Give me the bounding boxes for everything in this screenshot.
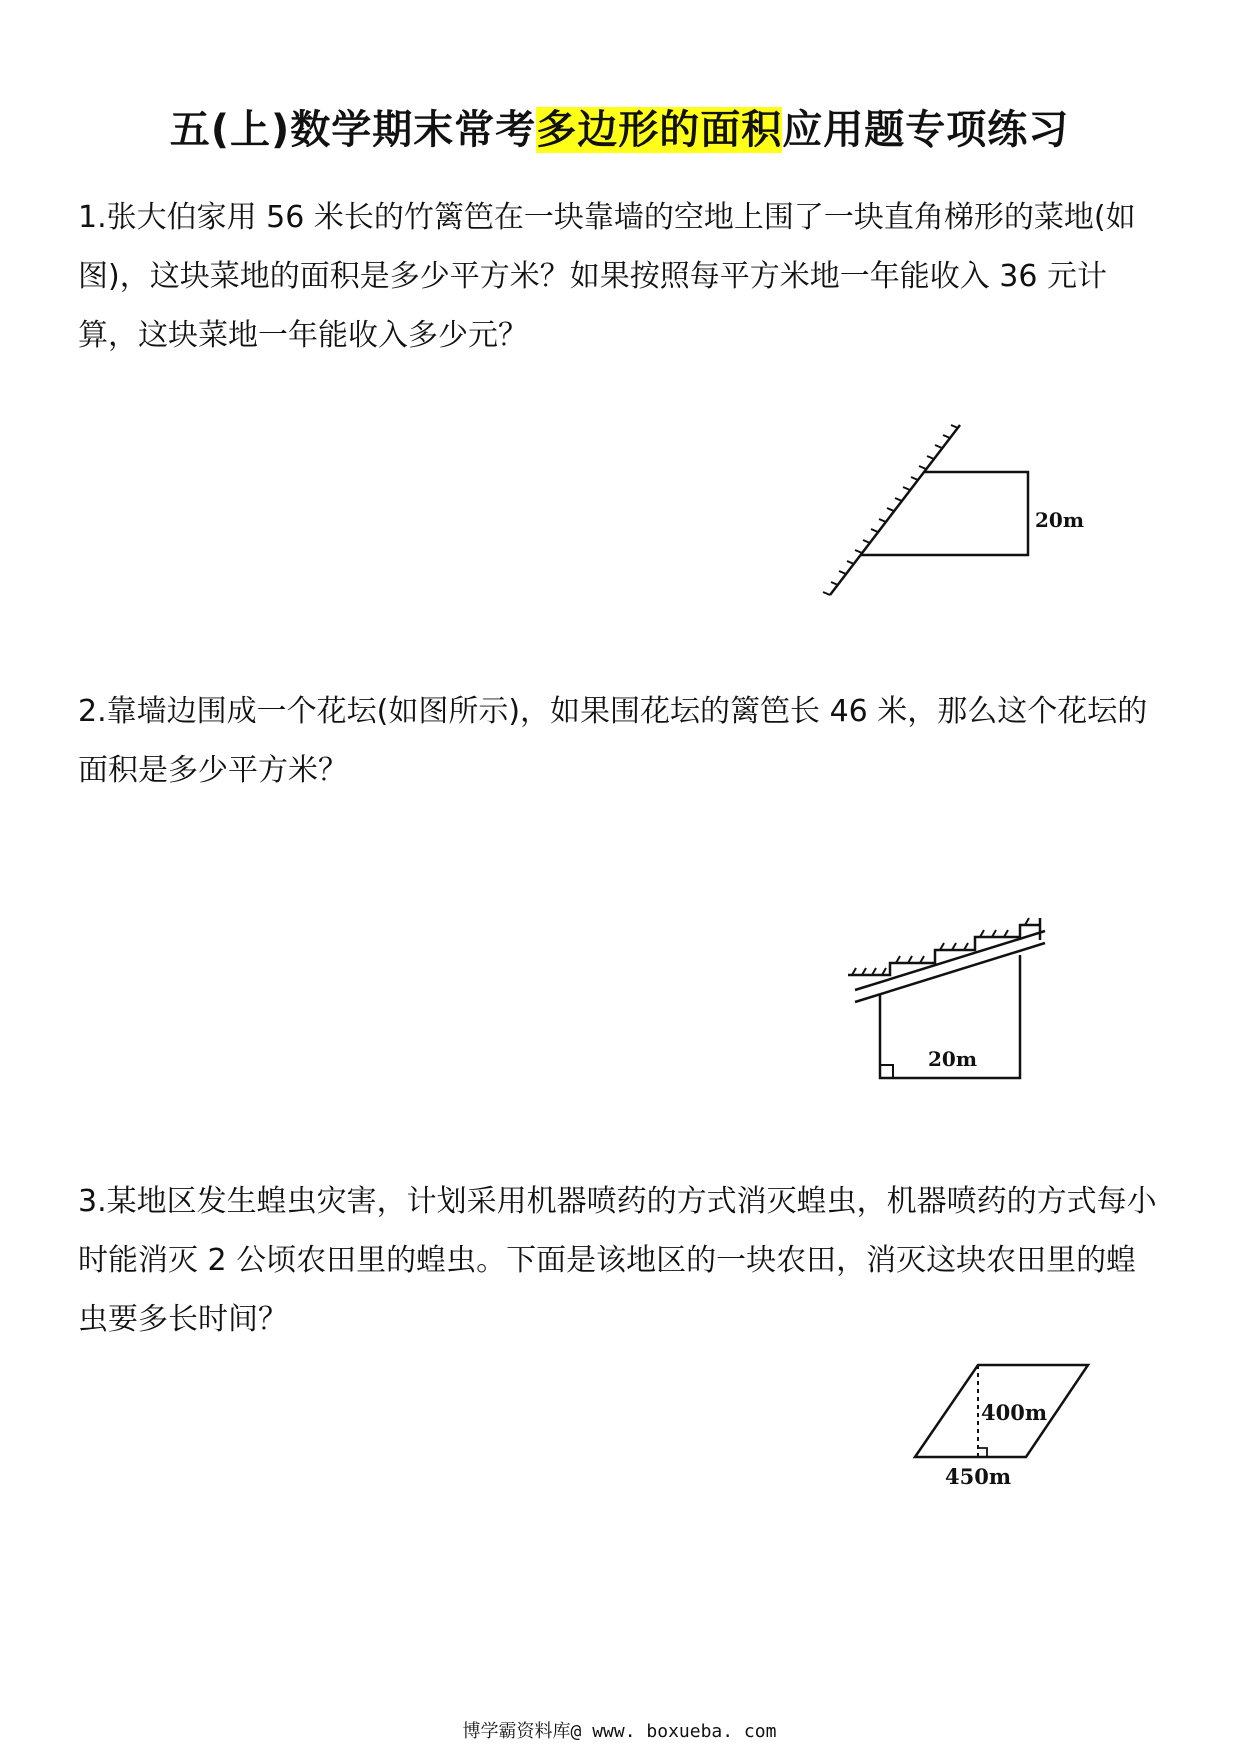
footer-watermark: 博学霸资料库@ www. boxueba. com	[462, 1721, 777, 1742]
problem-3-text: 3.某地区发生蝗虫灾害，计划采用机器喷药的方式消灭蝗虫，机器喷药的方式每小时能消灭 2 公顷农田里的蝗虫。下面是该地区的一块农田，消灭这块农田里的蝗虫要多长时间？	[78, 1184, 1157, 1337]
wall-line	[830, 425, 960, 595]
title-part-2: 应用题专项练习	[782, 107, 1070, 153]
figure-1-label: 20m	[1035, 508, 1084, 532]
fence-outline	[860, 472, 1028, 555]
height-label: 400m	[981, 1400, 1048, 1425]
title-part-1: 五(上)数学期末常考	[169, 107, 537, 153]
title-highlight: 多边形的面积	[536, 107, 783, 153]
figure-2-label: 20m	[928, 1047, 977, 1071]
problem-1-text: 1.张大伯家用 56 米长的竹篱笆在一块靠墙的空地上围了一块直角梯形的菜地(如图)，这块菜地的面积是多少平方米？如果按照每平方米地一年能收入 36 元计算，这块菜地一年能收入多少元？	[78, 200, 1136, 353]
wall-hatching	[823, 425, 958, 595]
base-label: 450m	[945, 1464, 1012, 1489]
problem-2-text: 2.靠墙边围成一个花坛(如图所示)，如果围花坛的篱笆长 46 米，那么这个花坛的面积是多少平方米？	[78, 694, 1148, 788]
